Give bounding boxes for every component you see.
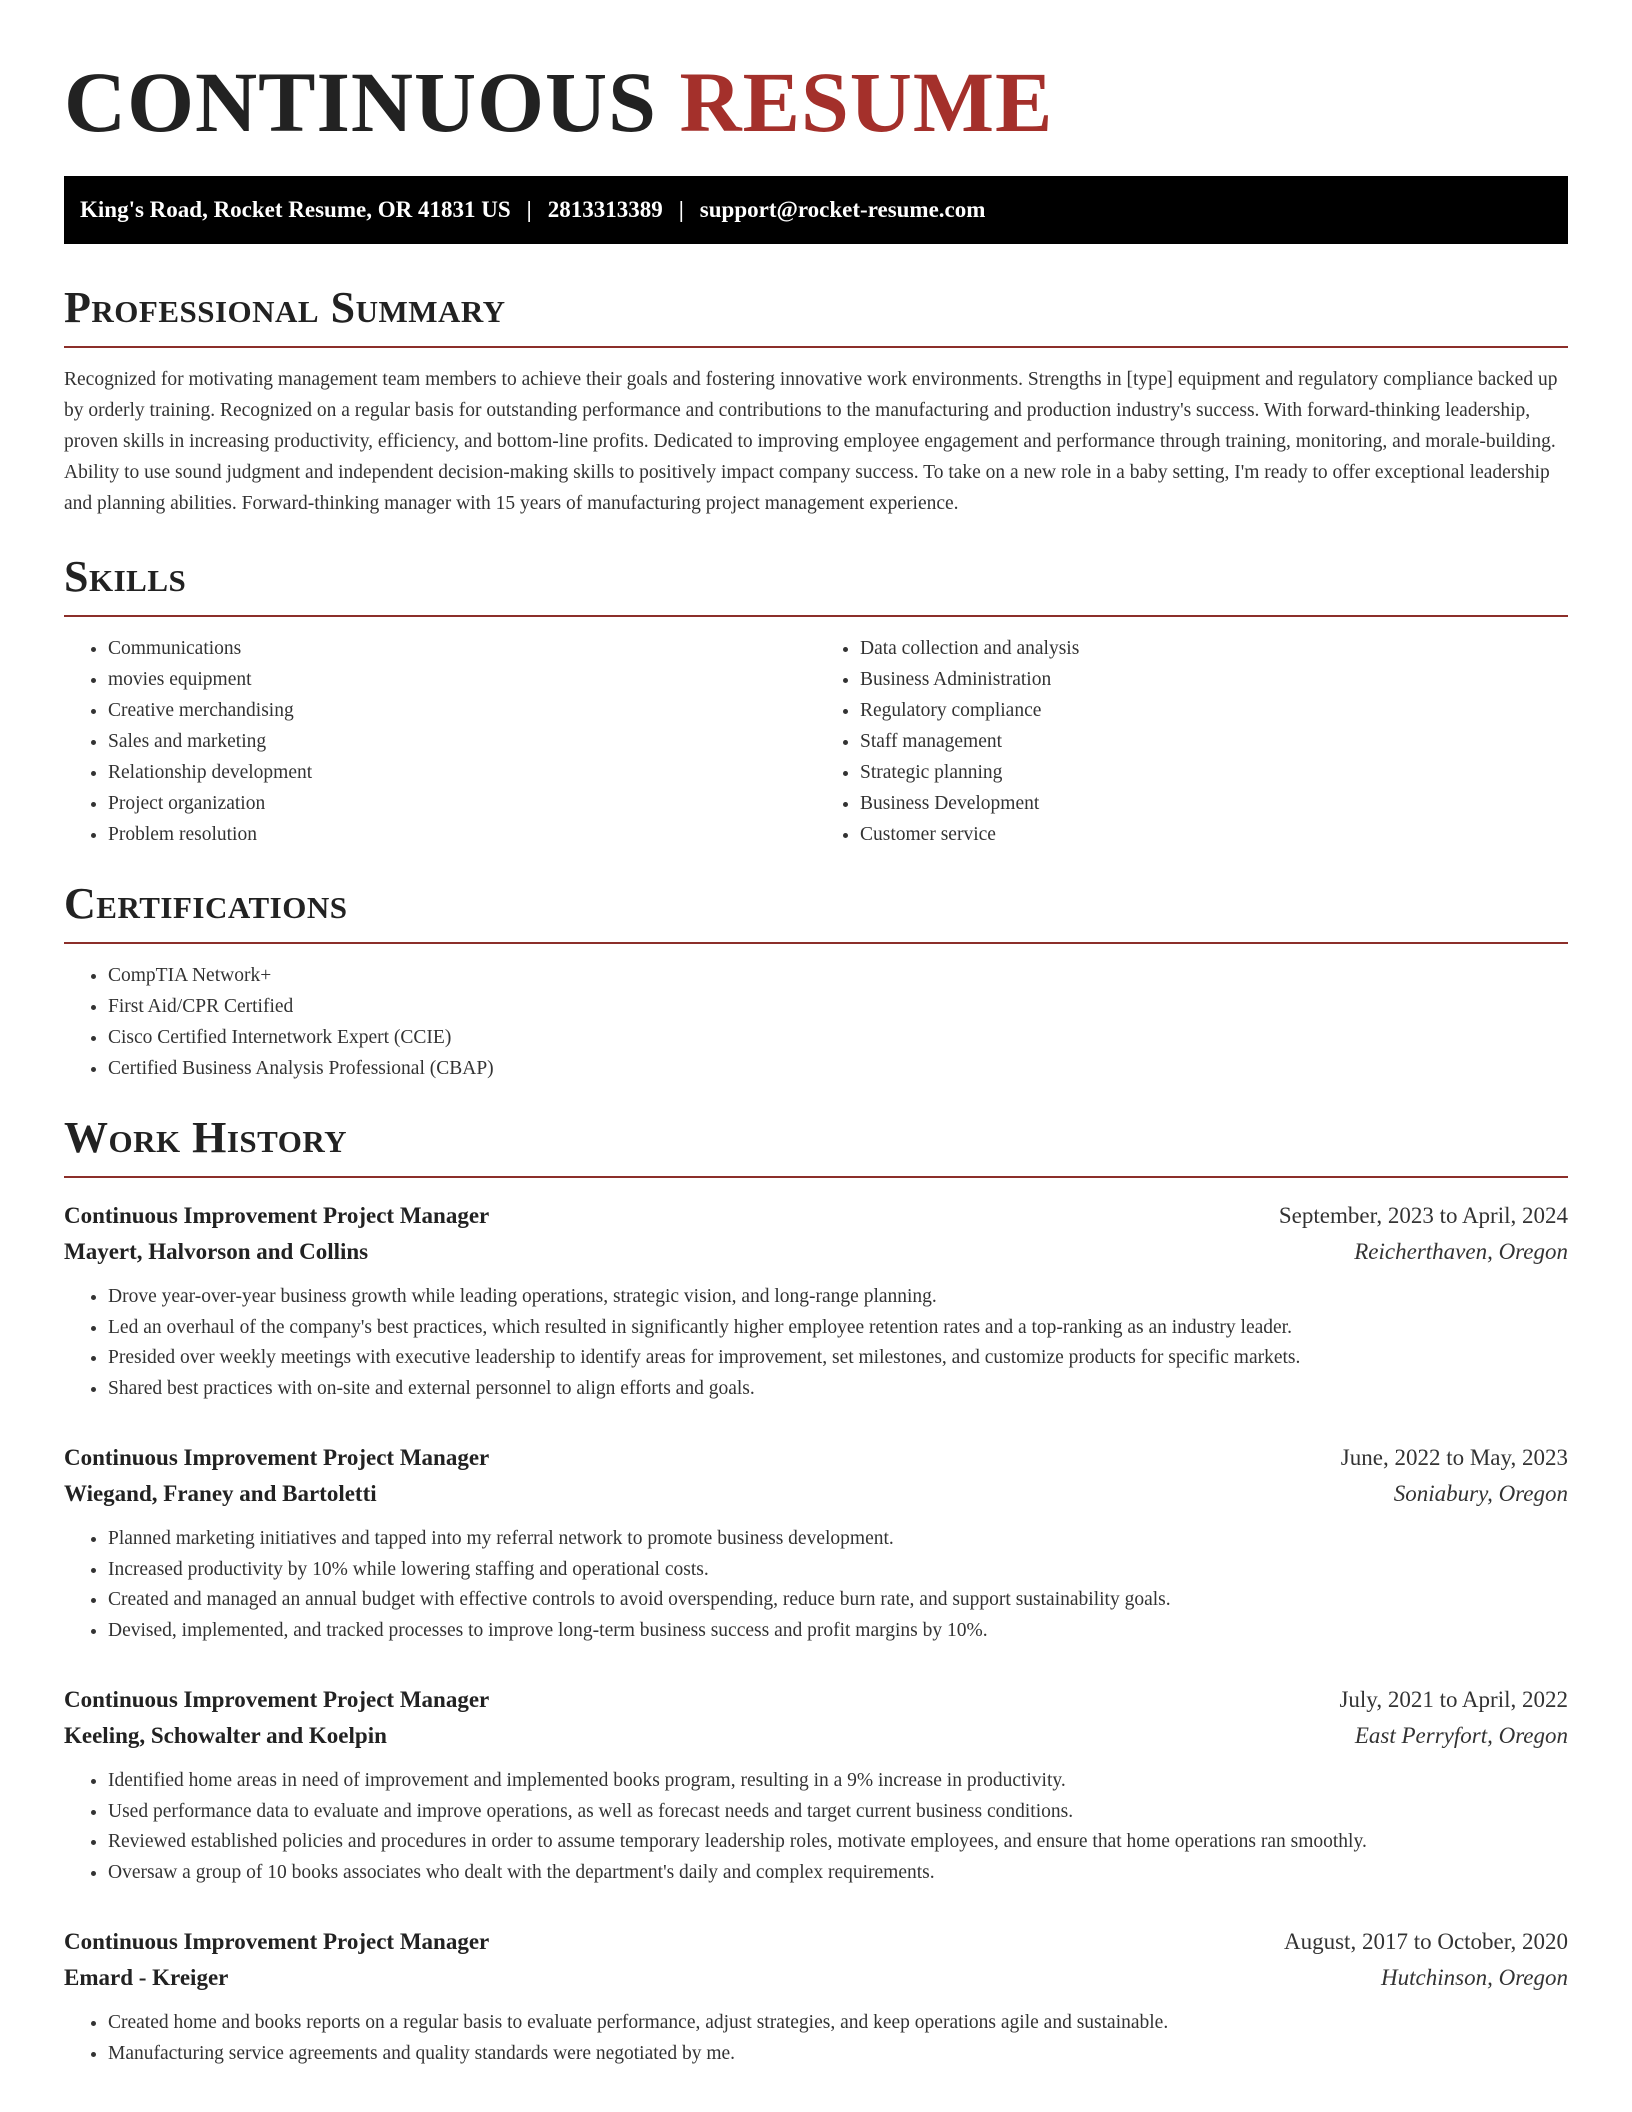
job-dates: July, 2021 to April, 2022: [1339, 1687, 1568, 1712]
job-bullet: • Shared best practices with on-site and external personnel to align efforts and goals.: [108, 1374, 1568, 1405]
job-location: Soniabury, Oregon: [1393, 1481, 1568, 1506]
job-location: Reicherthaven, Oregon: [1354, 1239, 1568, 1264]
skill-item: • Creative merchandising: [108, 695, 816, 726]
job-dates: September, 2023 to April, 2024: [1278, 1203, 1568, 1228]
skill-item: • Problem resolution: [108, 819, 816, 850]
job-entry: [64, 1924, 1568, 2069]
skill-item: • Customer service: [860, 819, 1568, 850]
contact-separator: |: [526, 197, 532, 222]
job-bullet: • Drove year-over-year business growth while leading operations, strategic vision, and long-range planning.: [108, 1282, 1568, 1313]
job-dates: August, 2017 to October, 2020: [1284, 1929, 1568, 1954]
job-bullet: • Planned marketing initiatives and tapped into my referral network to promote business development.: [108, 1524, 1568, 1555]
section-title-work-history: Work History: [64, 1113, 348, 1162]
job-company: Keeling, Schowalter and Koelpin: [64, 1723, 387, 1748]
job-bullets: [64, 1524, 1568, 1646]
job-bullet: • Devised, implemented, and tracked processes to improve long-term business success and profit margins by 10%.: [108, 1616, 1568, 1647]
contact-address: King's Road, Rocket Resume, OR 41831 US: [80, 197, 511, 222]
job-dates: June, 2022 to May, 2023: [1340, 1445, 1568, 1470]
summary-text: Recognized for motivating management team members to achieve their goals and fostering innovative work environments. Strengths in [type] equipment and regulatory compliance backed up by orderly training. Recognized on a regular basis for outstanding performance and contributions to the manufacturing and production industry's success. With forward-thinking leadership, proven skills in increasing productivity, efficiency, and bottom-line profits. Dedicated to improving employee engagement and performance through training, monitoring, and morale-building. Ability to use sound judgment and independent decision-making skills to positively impact company success. To take on a new role in a baby setting, I'm ready to offer exceptional leadership and planning abilities. Forward-thinking manager with 15 years of manufacturing project management experience.: [64, 369, 1558, 514]
certification-item: • CompTIA Network+: [108, 960, 1568, 991]
section-divider: [64, 1176, 1568, 1178]
certifications-list: [64, 960, 1568, 1084]
skill-item: • Staff management: [860, 726, 1568, 757]
skills-section: [64, 553, 1568, 850]
skill-item: • Data collection and analysis: [860, 633, 1568, 664]
job-title: Continuous Improvement Project Manager: [64, 1203, 490, 1228]
job-bullet: • Oversaw a group of 10 books associates who dealt with the department's daily and complex requirements.: [108, 1858, 1568, 1889]
certification-item: • First Aid/CPR Certified: [108, 991, 1568, 1022]
job-bullet: • Used performance data to evaluate and improve operations, as well as forecast needs and target current business conditions.: [108, 1797, 1568, 1828]
job-bullets: [64, 2008, 1568, 2069]
section-title-certifications: Certifications: [64, 879, 348, 928]
section-title-skills: Skills: [64, 552, 187, 601]
skill-item: • Project organization: [108, 788, 816, 819]
job-location: Hutchinson, Oregon: [1381, 1965, 1568, 1990]
job-bullet: • Presided over weekly meetings with executive leadership to identify areas for improvement, set milestones, and customize products for specific markets.: [108, 1343, 1568, 1374]
job-bullet: • Created home and books reports on a regular basis to evaluate performance, adjust strategies, and keep operations agile and sustainable.: [108, 2008, 1568, 2039]
job-bullets: [64, 1282, 1568, 1404]
job-bullet: • Led an overhaul of the company's best practices, which resulted in significantly higher employee retention rates and a top-ranking as an industry leader.: [108, 1313, 1568, 1344]
job-bullet: • Manufacturing service agreements and quality standards were negotiated by me.: [108, 2039, 1568, 2070]
skill-item: • Communications: [108, 633, 816, 664]
skill-item: • Strategic planning: [860, 757, 1568, 788]
job-title: Continuous Improvement Project Manager: [64, 1929, 490, 1954]
section-title-summary: Professional Summary: [64, 283, 506, 332]
contact-bar: [64, 176, 1568, 244]
skill-item: • Business Development: [860, 788, 1568, 819]
skill-item: • Business Administration: [860, 664, 1568, 695]
contact-separator: |: [678, 197, 684, 222]
job-bullet: • Created and managed an annual budget with effective controls to avoid overspending, reduce burn rate, and support sustainability goals.: [108, 1585, 1568, 1616]
last-name: RESUME: [679, 54, 1054, 150]
job-company: Emard - Kreiger: [64, 1965, 229, 1990]
job-entry: [64, 1440, 1568, 1646]
job-entry: [64, 1682, 1568, 1888]
section-divider: [64, 346, 1568, 348]
work-history-section: [64, 1114, 1568, 2069]
section-divider: [64, 942, 1568, 944]
skill-item: • movies equipment: [108, 664, 816, 695]
job-title: Continuous Improvement Project Manager: [64, 1687, 490, 1712]
job-title: Continuous Improvement Project Manager: [64, 1445, 490, 1470]
job-bullet: • Identified home areas in need of improvement and implemented books program, resulting in a 9% increase in productivity.: [108, 1766, 1568, 1797]
resume-page: [64, 0, 1568, 2069]
certification-item: • Cisco Certified Internetwork Expert (CCIE): [108, 1022, 1568, 1053]
skill-item: • Regulatory compliance: [860, 695, 1568, 726]
job-bullet: • Reviewed established policies and procedures in order to assume temporary leadership roles, motivate employees, and ensure that home operations ran smoothly.: [108, 1827, 1568, 1858]
contact-email[interactable]: support@rocket-resume.com: [699, 197, 986, 222]
first-name: CONTINUOUS: [64, 54, 657, 150]
section-divider: [64, 615, 1568, 617]
certification-item: • Certified Business Analysis Professional (CBAP): [108, 1053, 1568, 1084]
job-company: Mayert, Halvorson and Collins: [64, 1239, 369, 1264]
job-company: Wiegand, Franey and Bartoletti: [64, 1481, 377, 1506]
job-bullets: [64, 1766, 1568, 1888]
summary-section: [64, 284, 1568, 519]
job-location: East Perryfort, Oregon: [1354, 1723, 1568, 1748]
skills-column-right: [816, 633, 1568, 850]
job-bullet: • Increased productivity by 10% while lowering staffing and operational costs.: [108, 1555, 1568, 1586]
skill-item: • Relationship development: [108, 757, 816, 788]
skills-column-left: [64, 633, 816, 850]
resume-name: [64, 52, 1568, 152]
certifications-section: [64, 880, 1568, 1084]
job-entry: [64, 1198, 1568, 1404]
contact-phone: 2813313389: [547, 197, 663, 222]
skills-grid: [64, 633, 1568, 850]
skill-item: • Sales and marketing: [108, 726, 816, 757]
